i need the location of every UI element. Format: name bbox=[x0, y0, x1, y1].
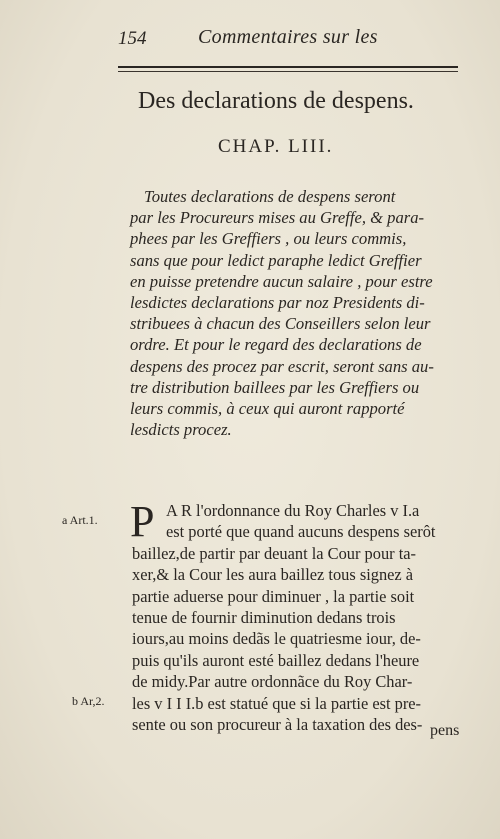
chapter-heading: CHAP. LIII. bbox=[218, 136, 334, 157]
commentary-line: partie aduerse pour diminuer , la partie soit bbox=[132, 586, 415, 606]
ordinance-line: Toutes declarations de despens seront bbox=[144, 187, 396, 206]
ordinance-line: lesdicts procez. bbox=[130, 420, 232, 440]
ordinance-line: phees par les Greffiers , ou leurs commis, bbox=[130, 229, 407, 249]
catchword: pens bbox=[430, 722, 460, 739]
running-title: Commentaires sur les bbox=[198, 26, 378, 48]
header-rule-thin bbox=[118, 71, 458, 72]
commentary-line: est porté que quand aucuns despens serôt bbox=[166, 522, 436, 542]
header-rule bbox=[118, 66, 458, 68]
page-header bbox=[118, 26, 398, 56]
ordinance-line: tre distribution baillees par les Greffiers ou bbox=[130, 377, 420, 397]
ordinance-text bbox=[130, 186, 470, 440]
margin-note-a: a Art.1. bbox=[62, 513, 98, 527]
commentary-text bbox=[130, 497, 472, 735]
commentary-line: iours,au moins dedãs le quatriesme iour, de- bbox=[132, 629, 421, 649]
commentary-line: de midy.Par autre ordonnãce du Roy Char- bbox=[132, 672, 413, 692]
ordinance-line: despens des procez par escrit, seront sans au- bbox=[130, 356, 434, 376]
commentary-line: les v I I I.b est statué que si la partie est pre- bbox=[132, 693, 422, 713]
ordinance-line: en puisse pretendre aucun salaire , pour estre bbox=[130, 271, 433, 291]
commentary-line: baillez,de partir par deuant la Cour pour ta- bbox=[132, 543, 416, 563]
page-number: 154 bbox=[118, 28, 147, 49]
ordinance-line: par les Procureurs mises au Greffe, & para- bbox=[130, 208, 425, 228]
commentary-line: sente ou son procureur à la taxation des des- bbox=[132, 714, 423, 734]
ordinance-line: lesdictes declarations par noz Presidents di- bbox=[130, 292, 425, 312]
commentary-line: puis qu'ils auront esté baillez dedans l'heure bbox=[132, 650, 420, 670]
commentary-line: xer,& la Cour les aura baillez tous signez à bbox=[132, 565, 414, 585]
ordinance-line: sans que pour ledict paraphe ledict Greffier bbox=[130, 250, 422, 270]
commentary-line: tenue de fournir diminution dedans trois bbox=[132, 607, 396, 627]
section-title: Des declarations de despens. bbox=[138, 88, 414, 114]
commentary-line: A R l'ordonnance du Roy Charles v I.a bbox=[166, 501, 420, 520]
ordinance-line: leurs commis, à ceux qui auront rapporté bbox=[130, 398, 405, 418]
margin-note-b: b Ar,2. bbox=[72, 694, 105, 708]
drop-cap: P bbox=[130, 497, 155, 546]
ordinance-line: ordre. Et pour le regard des declarations de bbox=[130, 335, 422, 355]
ordinance-line: stribuees à chacun des Conseillers selon leur bbox=[130, 314, 431, 334]
